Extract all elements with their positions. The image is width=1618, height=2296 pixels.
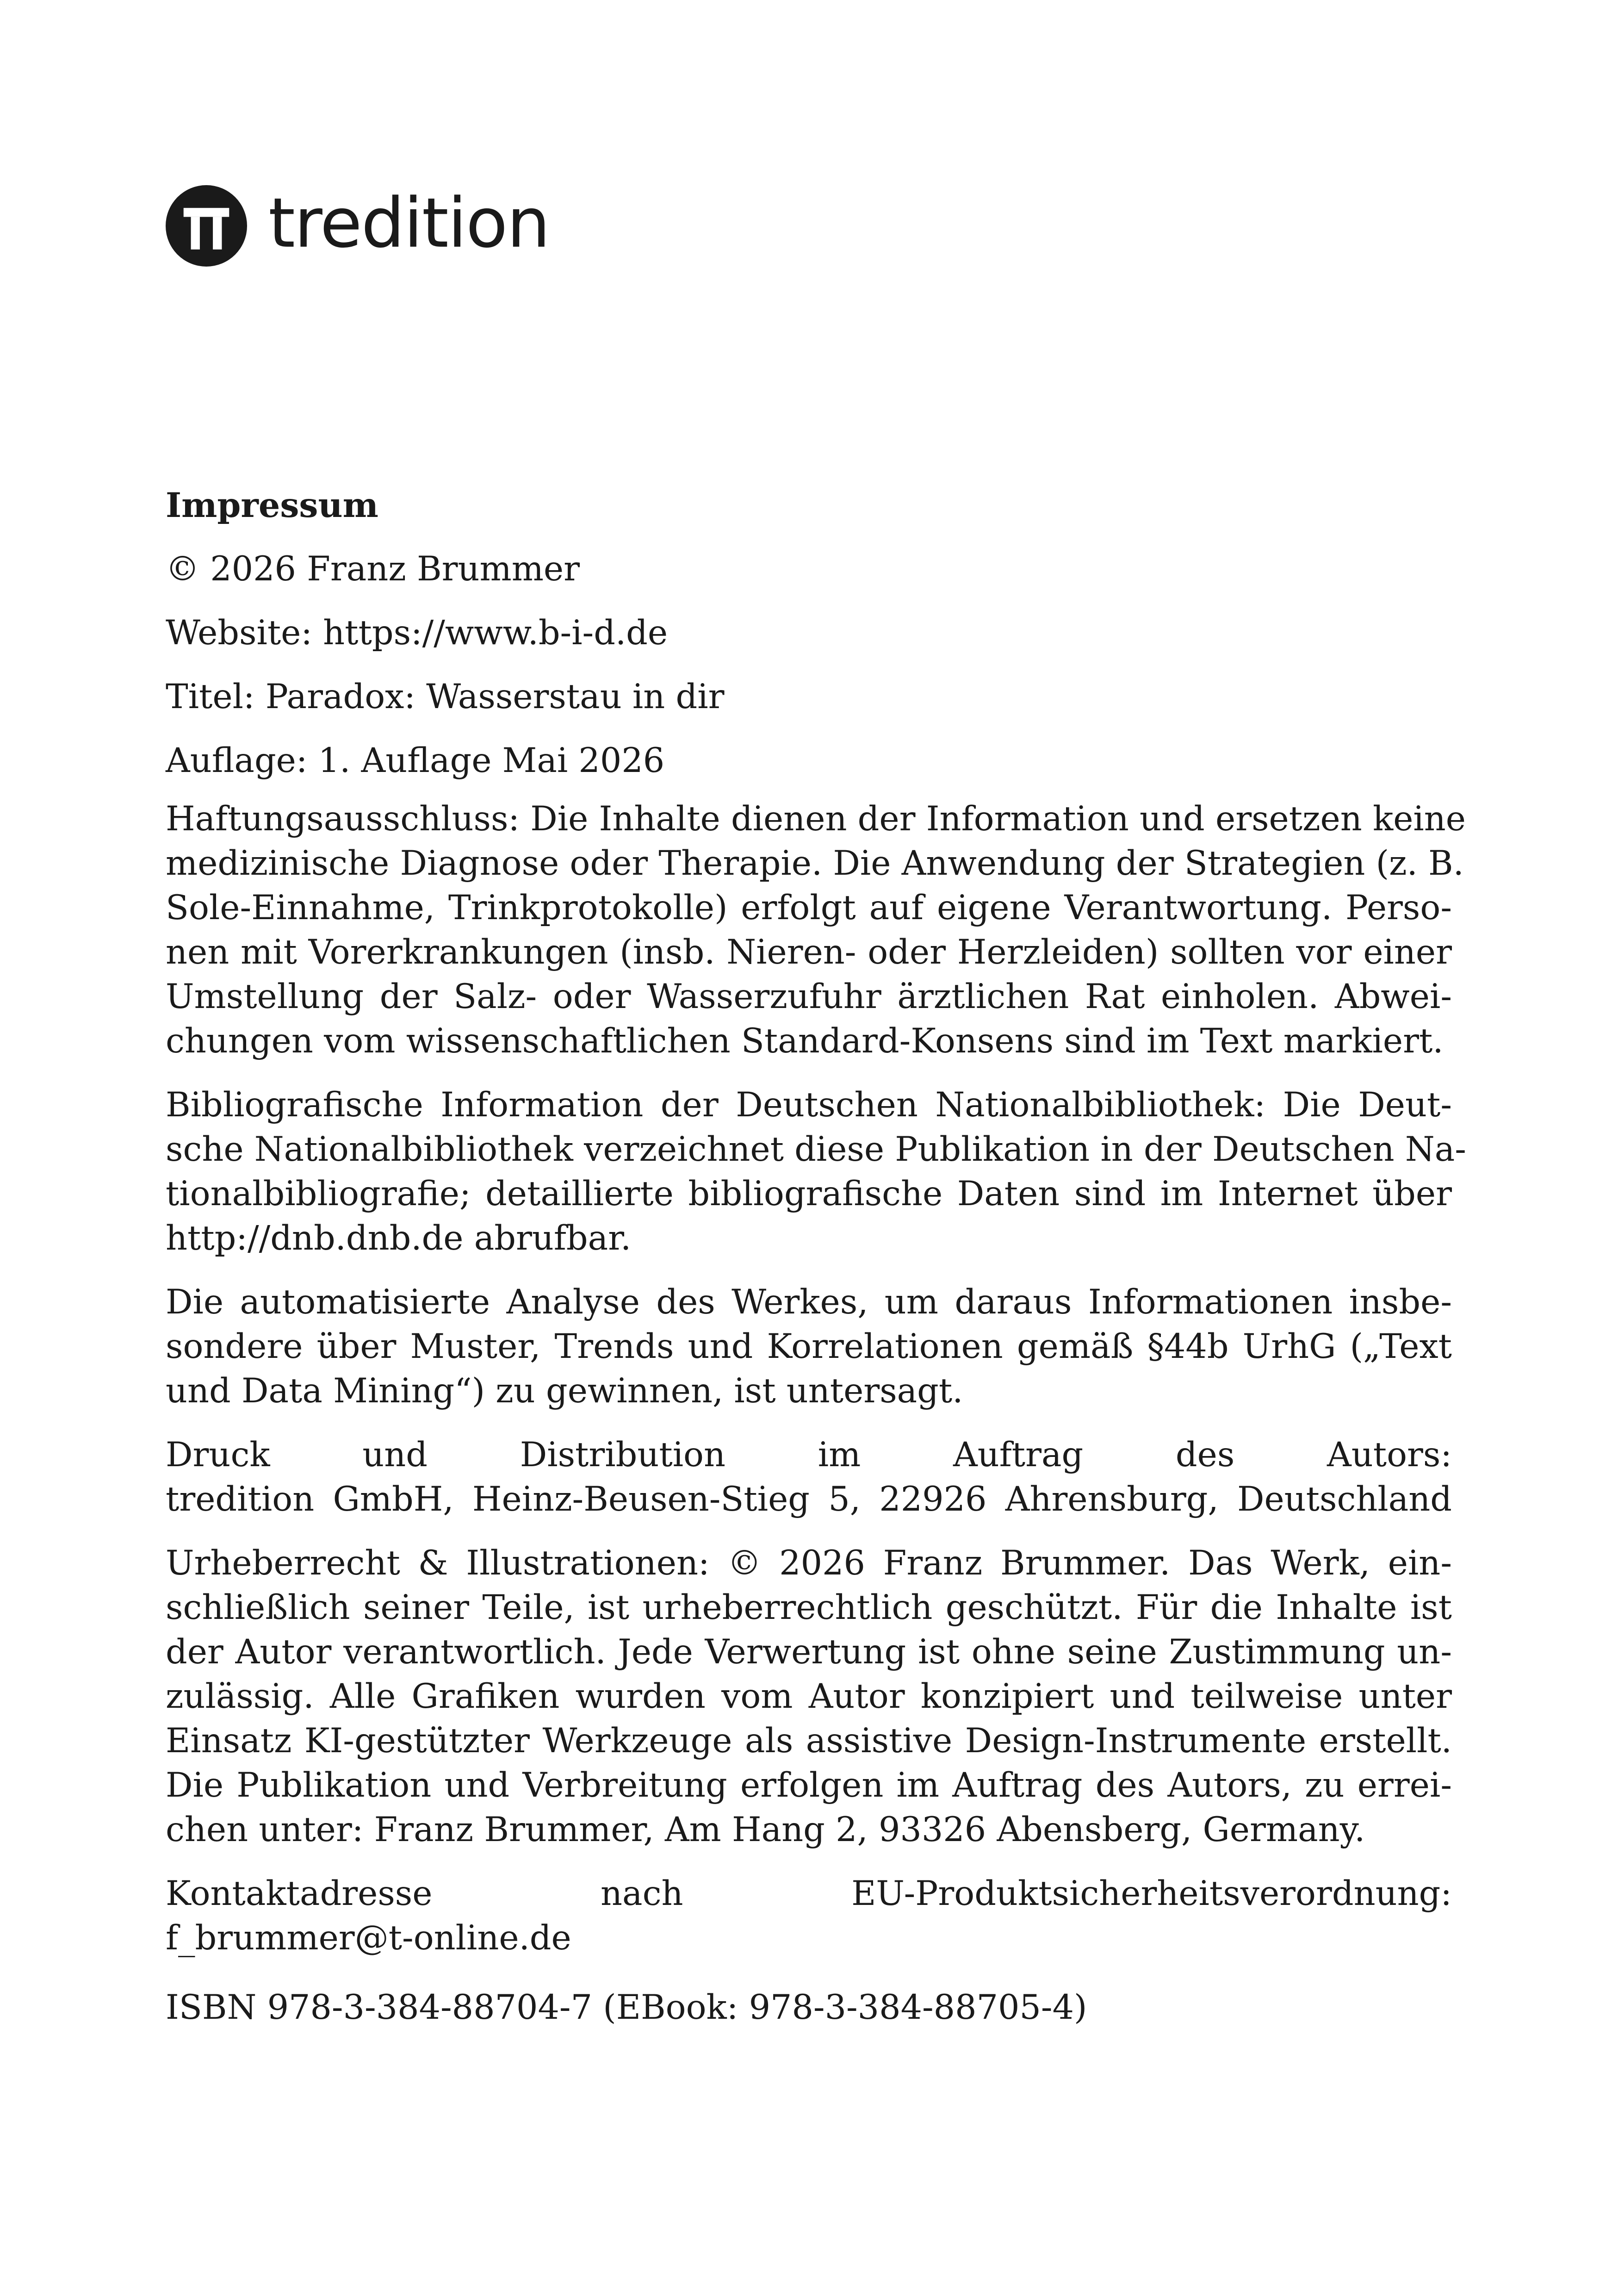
dnb-line: Bibliografische Information der Deutschen Nationalbibliothek: Die Deut-: [166, 1085, 1452, 1125]
distribution-address: tredition GmbH, Heinz-Beusen-Stieg 5, 22926 Ahrensburg, Deutschland: [166, 1480, 1452, 1519]
publisher-wordmark: tredition: [268, 183, 550, 263]
dnb-paragraph: [166, 1083, 1466, 1261]
copyright-text-line: schließlich seiner Teile, ist urheberrechtlich geschützt. Für die Inhalte ist: [166, 1588, 1452, 1627]
tredition-logo-icon: [166, 185, 247, 267]
dnb-line: tionalbibliografie; detaillierte bibliografische Daten sind im Internet über: [166, 1174, 1452, 1213]
contact-email: f_brummer@t-online.de: [166, 1918, 571, 1958]
isbn-line: ISBN 978-3-384-88704-7 (EBook: 978-3-384-88705-4): [166, 1988, 1087, 2027]
text-data-mining-paragraph: [166, 1280, 1452, 1413]
disclaimer-line: chungen vom wissenschaftlichen Standard-Konsens sind im Text markiert.: [166, 1021, 1444, 1061]
copyright-text-line: zulässig. Alle Grafiken wurden vom Autor konzipiert und teilweise unter: [166, 1677, 1452, 1716]
contact-label: Kontaktadresse nach EU-Produktsicherheitsverordnung:: [166, 1874, 1452, 1913]
copyright-line: © 2026 Franz Brummer: [166, 549, 580, 589]
disclaimer-line: nen mit Vorerkrankungen (insb. Nieren- oder Herzleiden) sollten vor einer: [166, 933, 1452, 972]
impressum-section: [166, 478, 1466, 2044]
disclaimer-paragraph: [166, 797, 1466, 1064]
impressum-heading: Impressum: [166, 485, 378, 525]
copyright-paragraph: [166, 1541, 1452, 1852]
disclaimer-line: Haftungsausschluss: Die Inhalte dienen der Information und ersetzen keine: [166, 799, 1466, 839]
tdm-line: Die automatisierte Analyse des Werkes, um daraus Informationen insbe-: [166, 1282, 1452, 1322]
website-line: Website: https://www.b-i-d.de: [166, 613, 668, 653]
tdm-line: sondere über Muster, Trends und Korrelationen gemäß §44b UrhG („Text: [166, 1327, 1452, 1366]
title-line: Titel: Paradox: Wasserstau in dir: [166, 677, 725, 716]
contact-paragraph: [166, 1872, 1452, 1960]
copyright-text-line: chen unter: Franz Brummer, Am Hang 2, 93326 Abensberg, Germany.: [166, 1810, 1365, 1849]
tdm-line: und Data Mining“) zu gewinnen, ist untersagt.: [166, 1371, 963, 1411]
distribution-line: Druck und Distribution im Auftrag des Autors:: [166, 1435, 1452, 1475]
copyright-text-line: Die Publikation und Verbreitung erfolgen im Auftrag des Autors, zu errei-: [166, 1766, 1452, 1805]
dnb-line: sche Nationalbibliothek verzeichnet diese Publikation in der Deutschen Na-: [166, 1130, 1466, 1169]
distribution-paragraph: [166, 1433, 1452, 1522]
publisher-logo: [166, 185, 549, 267]
disclaimer-line: medizinische Diagnose oder Therapie. Die Anwendung der Strategien (z. B.: [166, 844, 1464, 883]
copyright-text-line: der Autor verantwortlich. Jede Verwertung ist ohne seine Zustimmung un-: [166, 1632, 1452, 1672]
copyright-text-line: Einsatz KI-gestützter Werkzeuge als assistive Design-Instrumente erstellt.: [166, 1721, 1452, 1761]
edition-line: Auflage: 1. Auflage Mai 2026: [166, 741, 665, 780]
dnb-line: http://dnb.dnb.de abrufbar.: [166, 1219, 632, 1258]
copyright-text-line: Urheberrecht & Illustrationen: © 2026 Franz Brummer. Das Werk, ein-: [166, 1543, 1452, 1583]
disclaimer-line: Sole-Einnahme, Trinkprotokolle) erfolgt auf eigene Verantwortung. Perso-: [166, 888, 1452, 927]
disclaimer-line: Umstellung der Salz- oder Wasserzufuhr ärztlichen Rat einholen. Abwei-: [166, 977, 1452, 1016]
